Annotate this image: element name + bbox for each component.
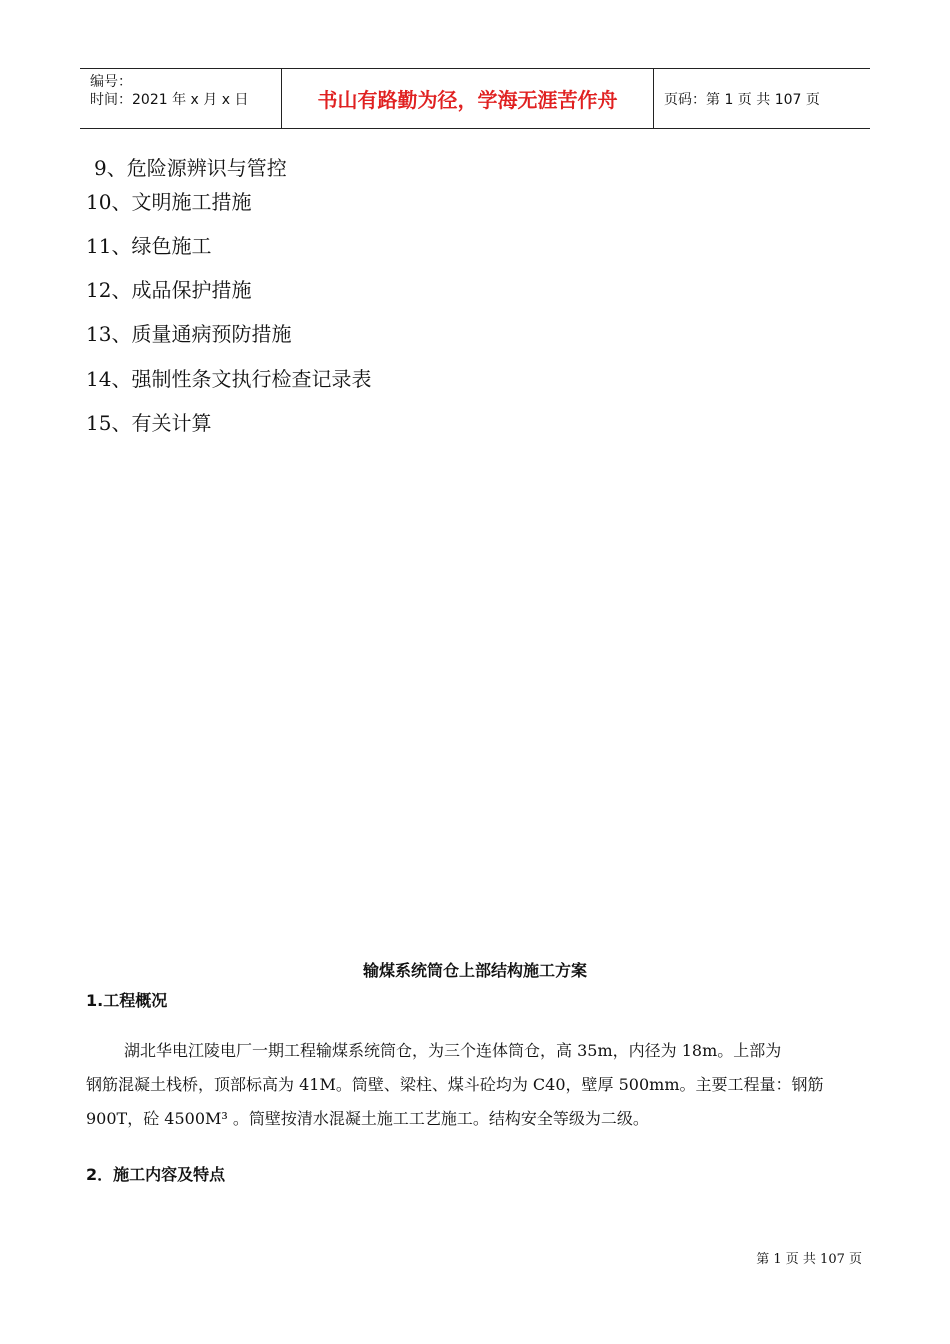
toc-item: 11、绿色施工 [86, 234, 212, 258]
toc-item: 13、质量通病预防措施 [86, 322, 292, 346]
header-motto: 书山有路勤为径，学海无涯苦作舟 [282, 69, 654, 128]
overview-paragraph [86, 1034, 866, 1136]
header-page-info: 页码：第 1 页 共 107 页 [664, 91, 820, 108]
toc-item: 15、有关计算 [86, 411, 212, 435]
page-header [80, 68, 870, 129]
toc-item: 9、危险源辨识与管控 [94, 156, 287, 180]
page-footer: 第 1 页 共 107 页 [756, 1252, 862, 1267]
document-title: 输煤系统筒仓上部结构施工方案 [362, 961, 587, 980]
toc-item: 10、文明施工措施 [86, 190, 252, 214]
section-heading-overview: 1.工程概况 [86, 991, 168, 1010]
paragraph-line: 钢筋混凝土栈桥，顶部标高为 41M。筒壁、梁柱、煤斗砼均为 C40，壁厚 500mm。主要工程量：钢筋 [86, 1075, 824, 1094]
toc-item: 14、强制性条文执行检查记录表 [86, 367, 372, 391]
header-meta-cell [80, 69, 282, 128]
document-date-label: 时间：2021 年 x 月 x 日 [90, 92, 249, 108]
paragraph-line: 湖北华电江陵电厂一期工程输煤系统筒仓，为三个连体筒仓，高 35m，内径为 18m。上部为 [124, 1041, 782, 1060]
toc-item: 12、成品保护措施 [86, 278, 252, 302]
document-number-label: 编号： [90, 74, 132, 90]
paragraph-line: 900T，砼 4500M³ 。筒壁按清水混凝土施工工艺施工。结构安全等级为二级。 [86, 1109, 649, 1128]
section-heading-construction-content: 2．施工内容及特点 [86, 1165, 226, 1184]
